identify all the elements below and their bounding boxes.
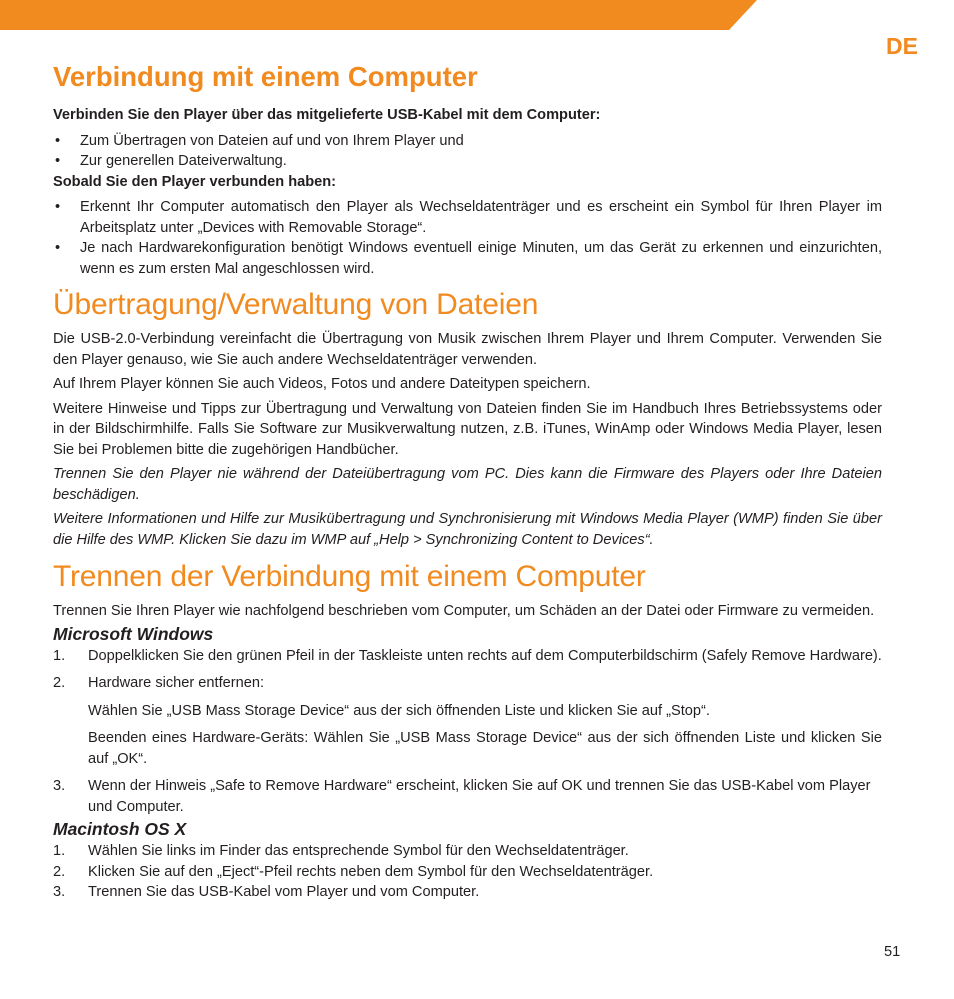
- step-number: 1.: [53, 647, 66, 664]
- bullet-mark: •: [55, 240, 61, 256]
- windows-step2-sub1: Wählen Sie „USB Mass Storage Device“ aus der sich öffnenden Liste und klicken Sie auf „Stop“.: [88, 702, 710, 719]
- windows-steps: [53, 646, 882, 694]
- transfer-paragraph-1: Die USB-2.0-Verbindung vereinfacht die Übertragung von Musik zwischen Ihrem Player und Ihrem Computer. Verwenden Sie den Player genauso, wie Sie auch andere Wechseldatenträger verwenden.: [53, 331, 882, 368]
- list-item: [53, 882, 882, 903]
- windows-step2-sub2: Beenden eines Hardware-Geräts: Wählen Sie „USB Mass Storage Device“ aus der sich öffnenden Liste und klicken Sie auf „OK“.: [88, 730, 882, 767]
- connect-bullet-list: [53, 131, 882, 172]
- windows-steps-continued: [53, 776, 882, 817]
- list-item: [53, 673, 882, 694]
- step-text: Doppelklicken Sie den grünen Pfeil in der Taskleiste unten rechts auf dem Computerbildschirm (Safely Remove Hardware).: [88, 647, 882, 664]
- step-text: Trennen Sie das USB-Kabel vom Player und vom Computer.: [88, 884, 480, 900]
- list-item: [53, 131, 882, 152]
- list-item: [53, 197, 882, 238]
- list-item-text: Je nach Hardwarekonfiguration benötigt Windows eventuell einige Minuten, um das Gerät zu erkennen und einzurichten, wenn es zum ersten Mal angeschlossen wird.: [80, 240, 882, 277]
- mac-steps: [53, 841, 882, 903]
- step-text: Wenn der Hinweis „Safe to Remove Hardware“ erscheint, klicken Sie auf OK und trennen Sie das USB-Kabel vom Player und Computer.: [88, 778, 871, 815]
- step-number: 3.: [53, 778, 66, 794]
- transfer-warning-note: Trennen Sie den Player nie während der Dateiübertragung vom PC. Dies kann die Firmware des Players oder Ihre Dateien beschädigen.: [53, 466, 882, 503]
- bullet-mark: •: [55, 153, 61, 169]
- list-item-text: Zur generellen Dateiverwaltung.: [80, 153, 287, 169]
- page-number: 51: [884, 944, 901, 960]
- header-band-shape: [0, 0, 757, 30]
- connect-intro: Verbinden Sie den Player über das mitgelieferte USB-Kabel mit dem Computer:: [53, 107, 601, 123]
- list-item: [53, 151, 882, 172]
- list-item: [53, 776, 882, 817]
- step-text: Wählen Sie links im Finder das entsprechende Symbol für den Wechseldatenträger.: [88, 843, 629, 859]
- list-item: [53, 238, 882, 279]
- transfer-paragraph-2: Auf Ihrem Player können Sie auch Videos, Fotos und andere Dateitypen speichern.: [53, 376, 591, 392]
- section-title-connect: Verbindung mit einem Computer: [53, 61, 478, 92]
- list-item: [53, 646, 882, 667]
- transfer-wmp-note: Weitere Informationen und Hilfe zur Musikübertragung und Synchronisierung mit Windows Media Player (WMP) finden Sie über die Hilfe des WMP. Klicken Sie dazu im WMP auf „Help > Synchronizing Content to Devices“.: [53, 511, 882, 548]
- bullet-mark: •: [55, 132, 61, 149]
- section-title-transfer: Übertragung/Verwaltung von Dateien: [53, 288, 539, 321]
- header-band: [0, 0, 757, 30]
- step-number: 3.: [53, 884, 66, 900]
- list-item-text: Erkennt Ihr Computer automatisch den Player als Wechseldatenträger und es erscheint ein Symbol für Ihren Player im Arbeitsplatz unter „Devices with Removable Storage“.: [80, 199, 882, 236]
- step-number: 2.: [53, 863, 66, 880]
- language-tag: DE: [886, 33, 918, 59]
- list-item: [53, 841, 882, 862]
- transfer-paragraph-3: Weitere Hinweise und Tipps zur Übertragung und Verwaltung von Dateien finden Sie im Handbuch Ihres Betriebssystems oder in der Bildschirmhilfe. Falls Sie Software zur Musikverwaltung nutzen, z.B. iTunes, WinAmp oder Windows Media Player, lesen Sie bei Problemen bitte die zugehörigen Handbücher.: [53, 400, 882, 458]
- disconnect-intro: Trennen Sie Ihren Player wie nachfolgend beschrieben vom Computer, um Schäden an der Datei oder Firmware zu vermeiden.: [53, 603, 875, 619]
- bullet-mark: •: [55, 199, 61, 215]
- mac-heading: Macintosh OS X: [53, 819, 187, 839]
- step-number: 1.: [53, 843, 66, 859]
- step-text: Klicken Sie auf den „Eject“-Pfeil rechts neben dem Symbol für den Wechseldatenträger.: [88, 863, 654, 880]
- connected-heading: Sobald Sie den Player verbunden haben:: [53, 173, 337, 190]
- list-item: [53, 862, 882, 883]
- step-number: 2.: [53, 675, 66, 691]
- step-text: Hardware sicher entfernen:: [88, 675, 265, 691]
- list-item-text: Zum Übertragen von Dateien auf und von Ihrem Player und: [80, 132, 464, 149]
- section-title-disconnect: Trennen der Verbindung mit einem Computer: [53, 560, 646, 593]
- page-content: [53, 57, 882, 903]
- windows-heading: Microsoft Windows: [53, 623, 214, 644]
- connected-bullet-list: [53, 197, 882, 279]
